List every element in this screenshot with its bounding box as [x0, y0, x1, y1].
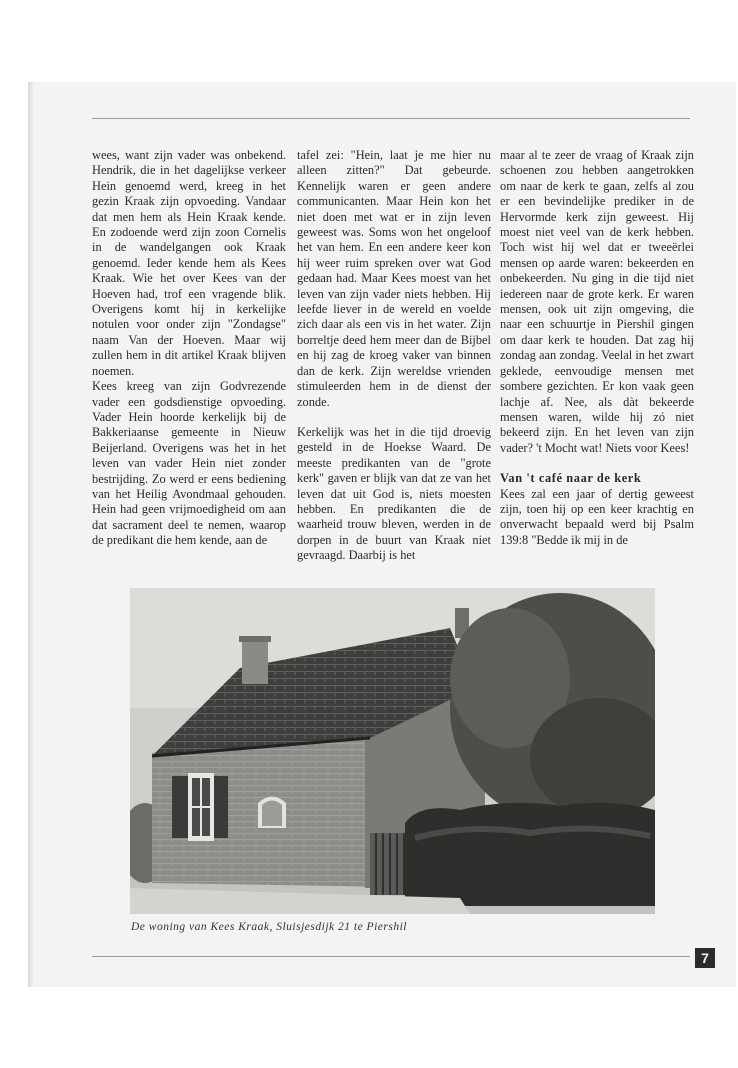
top-rule: [92, 118, 690, 119]
column-2-paragraph-2: Kerkelijk was het in die tijd droevig gesteld in de Hoekse Waard. De meeste predikanten van de "grote kerk" gaven er blijk van dat ze van het leven dat uit God is, niets moesten hebben. En predikanten die de waarheid trouw bleven, werden in de dorpen in de buurt van Kraak niet gevraagd. Daarbij is het: [297, 424, 491, 563]
column-3-paragraph-2: Kees zal een jaar of dertig geweest zijn, toen hij op een keer krachtig en onverwacht bepaald werd bij Psalm 139:8 "Bedde ik mij in de: [500, 486, 694, 547]
house-photo-illustration: [130, 588, 655, 914]
bottom-rule: [92, 956, 690, 957]
column-1-paragraph-2: Kees kreeg van zijn Godvrezende vader een godsdienstige opvoeding. Vader Hein hoorde kerkelijk bij de Bakkeriaanse gemeente in Nieuw Beijerland. Overigens was het in het leven van vader Hein niet zonder bestrijding. Zo werd er eens bediening van het Heilig Avondmaal gehouden. Hein had geen vrijmoedigheid om aan dat sacrament deel te nemen, waarop de predikant die hem kende, aan de: [92, 379, 286, 548]
column-1: [92, 148, 286, 549]
column-3-paragraph-1: maar al te zeer de vraag of Kraak zijn schoenen zou hebben aangetrokken om naar de kerk te gaan, zelfs al zou er een bevindelijke prediker in de Hervormde kerk zijn geweest. Hij moest niet veel van de kerk hebben. Toch wist hij wel dat er tweeërlei mensen op aarde waren: bekeerden en onbekeerden. Nu ging in die tijd niet iedereen naar de grote kerk. Er waren mensen, ook uit zijn omgeving, die naar een schuurtje in Piershil gingen om daar kerk te houden. Dat zag hij zondag aan zondag. Veelal in het zwart geklede, eenvoudige mensen met sombere gezichten. Er kon vaak geen lachje af. Nee, als dàt bekeerde mensen waren, wilde hij zó niet bekeerd zijn. En het leven van zijn vader? 't Mocht wat! Niets voor Kees!: [500, 148, 694, 455]
page-spine: [28, 82, 34, 987]
column-1-paragraph-1: wees, want zijn vader was onbekend. Hendrik, die in het dagelijkse verkeer Hein genoemd werd, kreeg in het gezin Kraak zijn opvoeding. Vandaar dat men hem als Hein Kraak kende. En zodoende werd zijn zoon Cornelis in de wandelgangen ook Kraak genoemd. Ieder kende hem als Kees Kraak. Wie het over Kees van der Hoeven had, trof een vragende blik. Overigens komt hij in kerkelijke notulen voor onder zijn "Zondagse" naam Van der Hoeven. Maar wij zullen hem in dit artikel Kraak blijven noemen.: [92, 148, 286, 378]
page-number: 7: [695, 948, 715, 968]
column-3: [500, 148, 694, 548]
column-2-paragraph-1: tafel zei: "Hein, laat je me hier nu alleen zitten?" Dat gebeurde. Kennelijk waren er geen andere communicanten. Maar Hein kon het niet doen met wat er in zijn leven geweest was. Soms won het ongeloof het van hem. En een andere keer kon hij weer ruim spreken over wat God gedaan had. Maar Kees moest van het leven van zijn vader niets hebben. Hij leefde liever in de wereld en voelde zich daar als een vis in het water. Zijn borreltje deed hem meer dan de Bijbel en hij zag de kroeg vaker van binnen dan de kerk. Zijn wereldse vrienden stimuleerden hem in de dienst der zonde.: [297, 148, 491, 409]
photo-caption: De woning van Kees Kraak, Sluisjesdijk 21 te Piershil: [131, 921, 407, 933]
section-heading: Van 't café naar de kerk: [500, 471, 642, 486]
column-2: [297, 148, 491, 564]
house-photo: [130, 588, 655, 914]
